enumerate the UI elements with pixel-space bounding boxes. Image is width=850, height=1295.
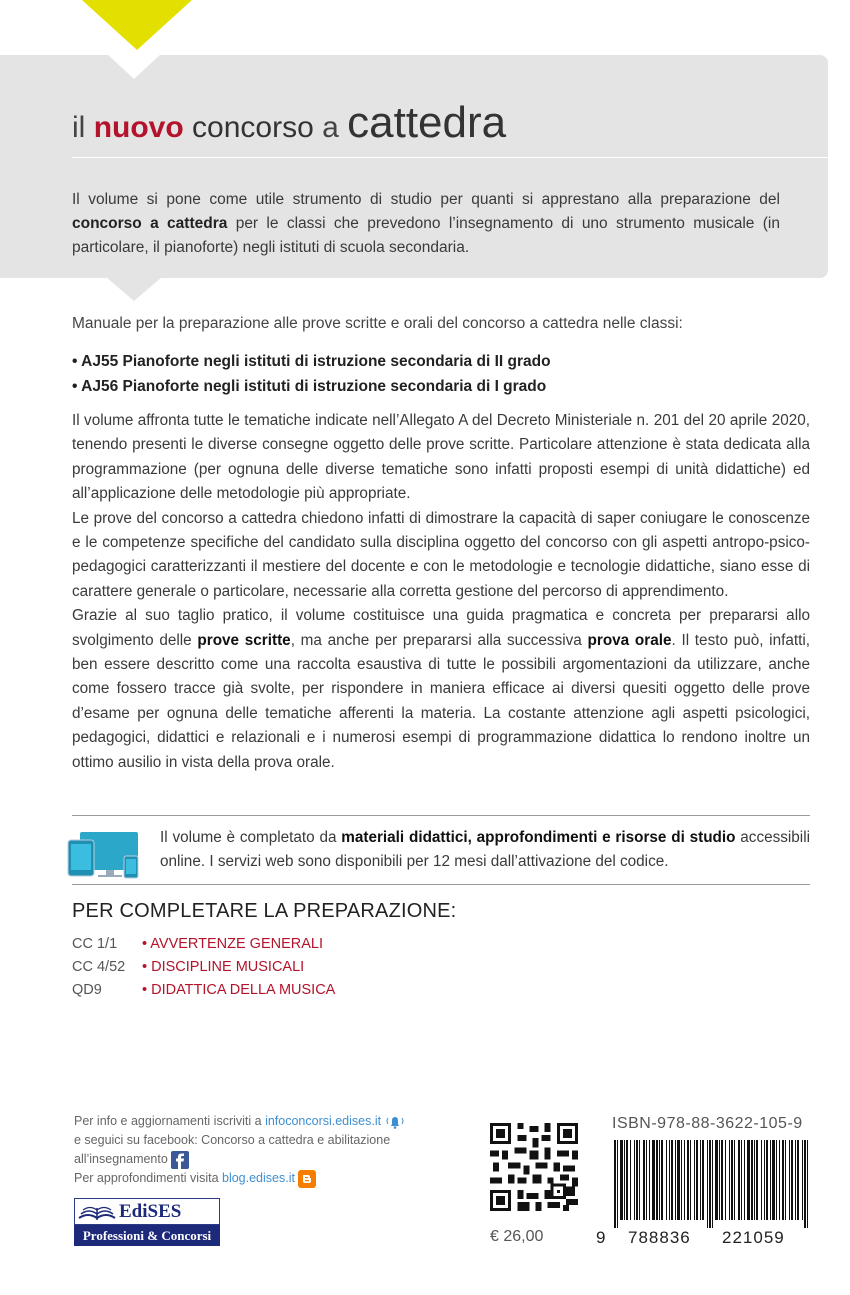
barcode-bar <box>707 1140 708 1228</box>
barcode-bar <box>620 1140 623 1220</box>
barcode-bar <box>646 1140 647 1220</box>
book-icon <box>77 1200 117 1223</box>
barcode-bar <box>738 1140 740 1220</box>
class-item: • AJ56 Pianoforte negli istituti di istruzione secondaria di I grado <box>72 378 547 395</box>
barcode-bar <box>744 1140 745 1220</box>
barcode-bar <box>617 1140 618 1228</box>
barcode-digits-right: 221059 <box>722 1228 785 1247</box>
description-paragraph: Le prove del concorso a cattedra chiedono infatti di dimostrare la capacità di saper coniugare le conoscenze e le competenze specifiche del candidato sulla disciplina oggetto del concorso con gli aspetti antropo-psico-pedagogici caratterizzanti il mestiere del docente e con le metodologie e tecnologie didattiche, siano esse di carattere generale o particolare, necessarie alla corretta gestione del percorso di apprendimento. <box>72 509 810 600</box>
barcode-bar <box>677 1140 680 1220</box>
barcode-bar <box>725 1140 726 1220</box>
text-run: accessibili online. I servizi web sono disponibili per 12 mesi dall’attivazione del codice. <box>160 829 811 870</box>
bold-prove-scritte: prove scritte <box>197 631 291 649</box>
infoconcorsi-link[interactable]: infoconcorsi.edises.it <box>265 1114 382 1128</box>
text-run: all’insegnamento <box>74 1152 168 1166</box>
class-item: • AJ55 Pianoforte negli istituti di istruzione secondaria di II grado <box>72 353 551 370</box>
barcode-bar <box>797 1140 799 1220</box>
publisher-tagline: Professioni & Concorsi <box>74 1225 220 1246</box>
prep-item <box>72 933 335 956</box>
description-paragraph <box>72 604 810 775</box>
barcode-bar <box>661 1140 663 1220</box>
prep-title: PER COMPLETARE LA PREPARAZIONE: <box>72 900 457 922</box>
barcode-bar <box>719 1140 720 1220</box>
barcode-digits-left: 788836 <box>628 1228 691 1247</box>
barcode-bar <box>675 1140 676 1220</box>
info-line <box>74 1112 474 1131</box>
prep-list <box>72 933 335 1002</box>
barcode-bar <box>741 1140 742 1220</box>
online-bold: materiali didattici, approfondimenti e risorse di studio <box>341 829 736 846</box>
barcode-bar <box>721 1140 723 1220</box>
barcode-bar <box>656 1140 658 1220</box>
barcode-bar <box>804 1140 806 1228</box>
barcode-bar <box>614 1140 616 1228</box>
barcode-bar <box>624 1140 625 1220</box>
blogger-icon[interactable] <box>298 1170 316 1188</box>
barcode-bar <box>626 1140 628 1220</box>
barcode-bar <box>715 1140 718 1220</box>
barcode-bar <box>807 1140 808 1228</box>
divider-bottom <box>72 884 810 885</box>
publisher-name: EdiSES <box>119 1201 182 1222</box>
text-run: . Il testo può, infatti, ben essere descritto come una raccolta esaustiva di tutte le possibili argomentazioni da utilizzare, anche come fossero tracce già svolte, per rispondere in maniera efficace ai diversi quesiti oggetto delle prove d’esame per ognuna delle tematiche afferenti la materia. La costante attenzione agli aspetti psicologici, pedagogici, didattici e relazionali e i numerosi esempi di programmazione didattica lo rendono inoltre un ottimo ausilio in vista della prova orale. <box>72 631 810 771</box>
bell-icon <box>385 1115 405 1129</box>
barcode-bar <box>700 1140 701 1220</box>
prep-name: • DISCIPLINE MUSICALI <box>142 959 305 975</box>
intro-bold: concorso a cattedra <box>72 215 228 232</box>
barcode-bar <box>681 1140 682 1220</box>
page-title <box>72 98 506 148</box>
barcode-bar <box>696 1140 698 1220</box>
title-divider <box>72 157 828 158</box>
barcode-bar <box>669 1140 670 1220</box>
barcode-bar <box>770 1140 771 1220</box>
barcode-bar <box>636 1140 638 1220</box>
barcode-bar <box>761 1140 762 1220</box>
barcode-bar <box>694 1140 695 1220</box>
barcode-bar <box>649 1140 650 1220</box>
barcode-bar <box>712 1140 713 1228</box>
barcode-bar <box>754 1140 755 1220</box>
barcode-bar <box>634 1140 635 1220</box>
barcode-bar <box>782 1140 784 1220</box>
header-pointer <box>106 277 162 301</box>
prep-item <box>72 979 335 1002</box>
blog-link[interactable]: blog.edises.it <box>222 1171 295 1185</box>
divider-top <box>72 815 810 816</box>
barcode-bar <box>776 1140 777 1220</box>
info-line <box>74 1169 474 1188</box>
barcode-bar <box>684 1140 685 1220</box>
barcode-bar <box>666 1140 667 1220</box>
barcode-bar <box>772 1140 775 1220</box>
title-il: il <box>72 111 86 144</box>
subtitle: Manuale per la preparazione alle prove scritte e orali del concorso a cattedra nelle classi: <box>72 315 683 332</box>
barcode-bar <box>766 1140 768 1220</box>
edises-logo-top <box>74 1198 220 1225</box>
barcode-bar <box>802 1140 803 1220</box>
prep-code: QD9 <box>72 982 102 998</box>
prep-name: • AVVERTENZE GENERALI <box>142 936 324 952</box>
barcode-bar <box>789 1140 790 1220</box>
barcode-bar <box>729 1140 730 1220</box>
barcode-bar <box>643 1140 645 1220</box>
text-run: Il volume è completato da <box>160 829 342 846</box>
bold-prova-orale: prova orale <box>587 631 672 649</box>
prep-code: CC 4/52 <box>72 959 126 975</box>
title-cattedra: cattedra <box>347 98 507 147</box>
intro-text <box>72 188 780 260</box>
header-notch <box>106 53 162 79</box>
intro-part2: per le classi che prevedono l’insegnamento di uno strumento musicale (in particolare, il pianoforte) negli istituti di scuola secondaria. <box>72 215 780 256</box>
barcode-bar <box>690 1140 691 1220</box>
intro-part1: Il volume si pone come utile strumento di studio per quanti si apprestano alla preparazione del <box>72 191 780 208</box>
online-resources-text <box>160 826 810 874</box>
text-run: Grazie al suo taglio pratico, il volume costituisce una guida pragmatica e concreta per prepararsi allo svolgimento delle <box>72 607 810 649</box>
barcode-bar <box>630 1140 631 1220</box>
barcode-bar <box>747 1140 750 1220</box>
info-block <box>74 1112 474 1188</box>
title-concorso: concorso <box>192 111 314 144</box>
barcode-bar <box>785 1140 786 1220</box>
barcode-bar <box>734 1140 735 1220</box>
prep-code: CC 1/1 <box>72 936 118 952</box>
yellow-triangle <box>82 0 192 50</box>
barcode-bar <box>639 1140 640 1220</box>
barcode-bar <box>779 1140 780 1220</box>
text-run: Per approfondimenti visita <box>74 1171 222 1185</box>
info-line: e seguici su facebook: Concorso a cattedra e abilitazione <box>74 1133 391 1147</box>
barcode-bar <box>687 1140 689 1220</box>
barcode-bar <box>659 1140 660 1220</box>
isbn: ISBN-978-88-3622-105-9 <box>612 1115 803 1132</box>
info-line <box>74 1150 474 1169</box>
barcode-bar <box>756 1140 758 1220</box>
class-list <box>72 349 792 399</box>
barcode-bar <box>702 1140 704 1220</box>
description <box>72 409 810 775</box>
prep-name: • DIDATTICA DELLA MUSICA <box>142 982 336 998</box>
barcode-digit-prefix: 9 <box>596 1228 607 1247</box>
barcode-bar <box>709 1140 711 1228</box>
barcode-bar <box>652 1140 655 1220</box>
description-paragraph: Il volume affronta tutte le tematiche indicate nell’Allegato A del Decreto Ministeriale n. 201 del 20 aprile 2020, tenendo presenti le diverse consegne oggetto delle prove scritte. Particolare attenzione è stata dedicata alla programmazione (per ognuna delle diverse tematiche sono infatti proposti esempi di unità didattiche) ed all’applicazione delle metodologie più appropriate. <box>72 412 810 503</box>
barcode-bar <box>751 1140 753 1220</box>
barcode-icon <box>612 1140 810 1228</box>
qr-code-icon <box>490 1122 578 1212</box>
text-run: Per info e aggiornamenti iscriviti a <box>74 1114 266 1128</box>
edises-logo <box>74 1198 220 1246</box>
text-run: , ma anche per prepararsi alla successiva <box>290 631 588 649</box>
price: € 26,00 <box>490 1228 544 1245</box>
barcode-bar <box>795 1140 796 1220</box>
title-a: a <box>322 111 339 144</box>
barcode-bar <box>791 1140 793 1220</box>
title-nuovo: nuovo <box>93 111 184 144</box>
barcode-bar <box>764 1140 765 1220</box>
prep-item <box>72 956 335 979</box>
facebook-icon[interactable] <box>171 1151 189 1169</box>
devices-icon <box>66 830 146 880</box>
barcode-bar <box>671 1140 673 1220</box>
barcode-bar <box>731 1140 733 1220</box>
